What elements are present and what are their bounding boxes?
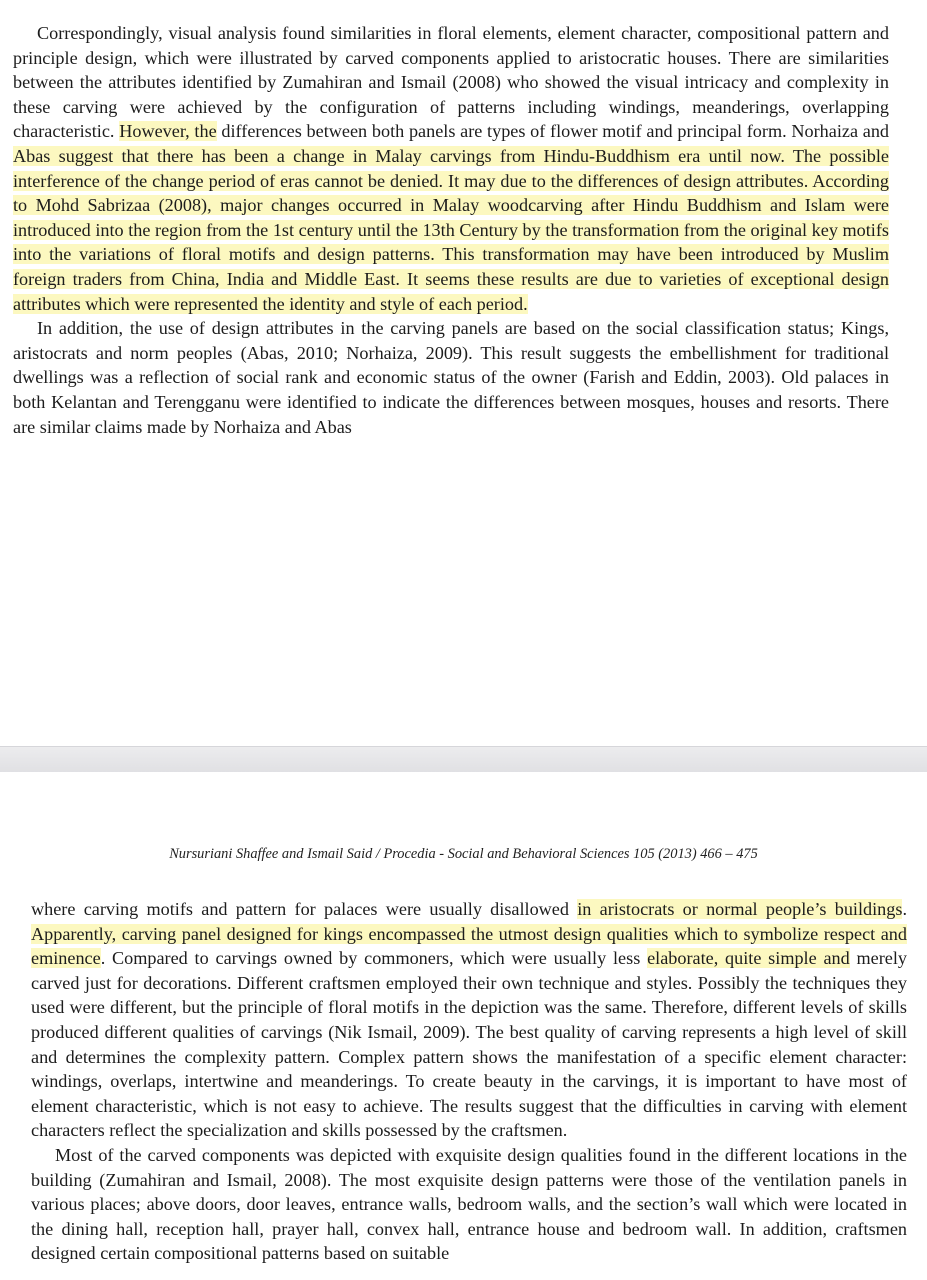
text-run: where carving motifs and pattern for palaces were usually disallowed: [31, 899, 578, 919]
running-header: Nursuriani Shaffee and Ismail Said / Procedia - Social and Behavioral Sciences 105 (2013) 466 – 475: [169, 846, 758, 862]
text-run: differences between both panels are types of flower motif and principal form. Norhaiza and: [216, 121, 890, 142]
text-run: Correspondingly, visual analysis found similarities in floral elements, element character, compositional pattern and principle design, which were illustrated by carved components applied to aristocratic houses. There are similarities between the attributes identified by Zumahiran and Ismail (2008) who showed the visual intricacy and complexity in these carving were achieved by the configuration of patterns including windings, meanderings, overlapping characteristic.: [13, 23, 889, 142]
highlighted-text: However, the: [119, 121, 217, 142]
text-run: In addition, the use of design attributes in the carving panels are based on the social classification status; Kings, aristocrats and norm peoples (Abas, 2010; Norhaiza, 2009). This result suggests the embellishment for traditional dwellings was a reflection of social rank and economic status of the owner (Farish and Eddin, 2003). Old palaces in both Kelantan and Terengganu were identified to indicate the differences between mosques, houses and resorts. There are similar claims made by Norhaiza and Abas: [13, 318, 889, 437]
highlighted-text: elaborate, quite simple and: [647, 948, 850, 969]
text-run: Most of the carved components was depicted with exquisite design qualities found in the different locations in the building (Zumahiran and Ismail, 2008). The most exquisite design patterns were those of the ventilation panels in various places; above doors, door leaves, entrance walls, bedroom walls, and the section’s wall which were located in the dining hall, reception hall, prayer hall, convex hall, entrance house and bedroom wall. In addition, craftsmen designed certain compositional patterns based on suitable: [31, 1144, 907, 1264]
paragraph: [31, 1143, 907, 1266]
highlighted-text: in aristocrats or normal people’s buildings: [577, 899, 903, 919]
paragraph: [13, 316, 889, 439]
text-run: .: [902, 899, 907, 919]
page-1-body: [13, 21, 889, 439]
text-run: merely carved just for decorations. Different craftsmen employed their own technique and styles. Possibly the techniques they used were different, but the principle of floral motifs in the depiction was the same. Therefore, different levels of skills produced different qualities of carvings (Nik Ismail, 2009). The best quality of carving represents a high level of skill and determines the complexity pattern. Complex pattern shows the manifestation of a specific element character: windings, overlaps, intertwine and meanderings. To create beauty in the carvings, it is important to have most of element characteristic, which is not easy to achieve. The results suggest that the difficulties in carving with element characters reflect the specialization and skills possessed by the craftsmen.: [31, 948, 908, 1141]
paragraph: [31, 897, 907, 1143]
highlighted-text: Apparently, carving panel designed for kings encompassed the utmost design qualities which to symbolize respect and eminence: [31, 923, 907, 969]
page-2-body: [31, 897, 907, 1266]
page-separator: [0, 746, 927, 774]
highlighted-text: Abas suggest that there has been a change in Malay carvings from Hindu-Buddhism era until now. The possible interference of the change period of eras cannot be denied. It may due to the differences of design attributes. According to Mohd Sabrizaa (2008), major changes occurred in Malay woodcarving after Hindu Buddhism and Islam were introduced into the region from the 1st century until the 13th Century by the transformation from the original key motifs into the variations of floral motifs and design patterns. This transformation may have been introduced by Muslim foreign traders from China, India and Middle East. It seems these results are due to varieties of exceptional design attributes which were represented the identity and style of each period.: [13, 145, 889, 314]
paragraph: [13, 21, 889, 316]
text-run: . Compared to carvings owned by commoners, which were usually less: [100, 948, 648, 969]
